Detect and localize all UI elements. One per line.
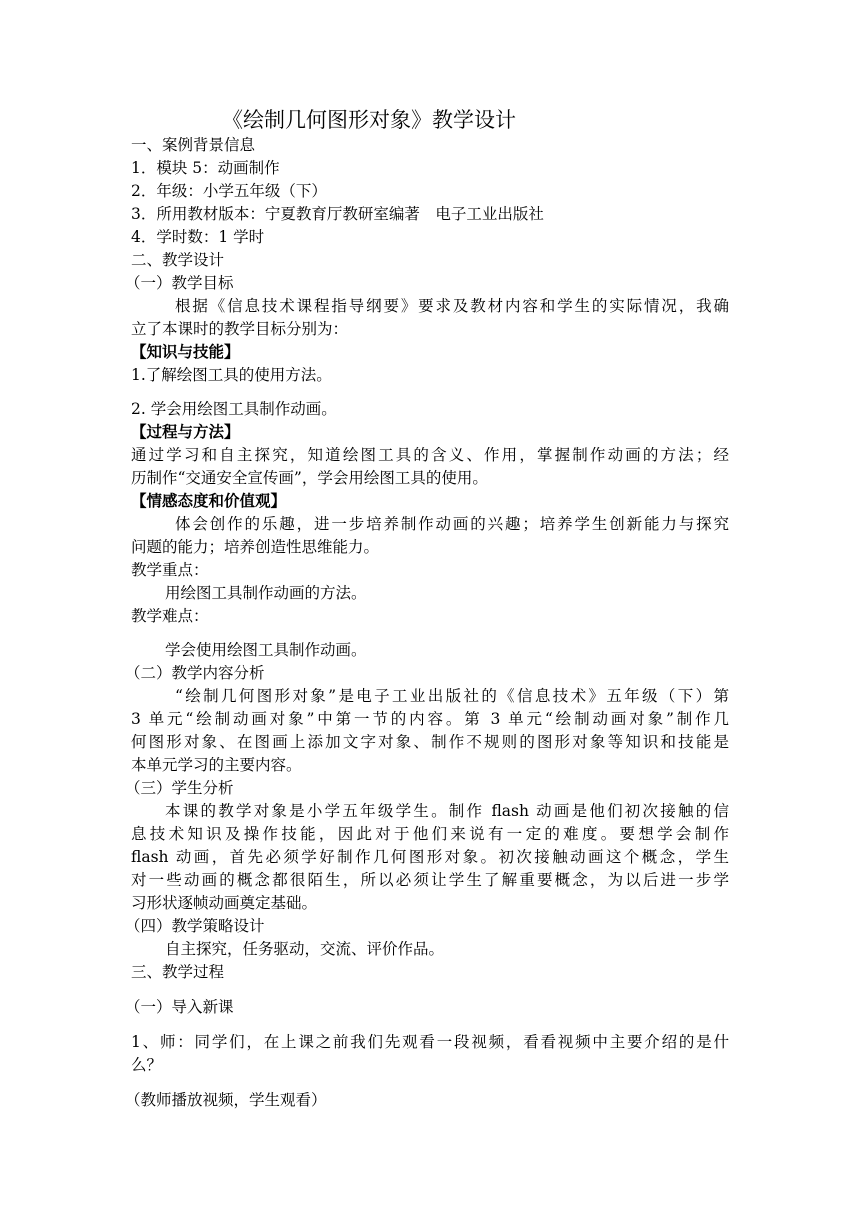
heading-emotion-values: 【情感态度和价值观】 <box>131 491 287 510</box>
subsection-introduction: （一）导入新课 <box>125 998 234 1016</box>
section-heading-3: 三、教学过程 <box>131 963 225 981</box>
intro-line2: 么？ <box>131 1056 163 1074</box>
content-line2: 3 单元“绘制动画对象”中第一节的内容。第 3 单元“绘制动画对象”制作几 <box>131 710 729 728</box>
subsection-goals: （一）教学目标 <box>125 274 234 292</box>
subsection-strategy: （四）教学策略设计 <box>125 917 265 935</box>
student-line3: flash 动画，首先必须学好制作几何图形对象。初次接触动画这个概念，学生 <box>131 848 729 866</box>
section-heading-1: 一、案例背景信息 <box>131 136 256 154</box>
content-line1: “绘制几何图形对象”是电子工业出版社的《信息技术》五年级（下）第 <box>175 687 729 705</box>
document-title: 《绘制几何图形对象》教学设计 <box>222 108 516 132</box>
heading-knowledge-skills: 【知识与技能】 <box>131 342 240 361</box>
goal-paragraph-line1: 根据《信息技术课程指导纲要》要求及教材内容和学生的实际情况，我确 <box>175 297 729 315</box>
content-line4: 本单元学习的主要内容。 <box>131 756 302 774</box>
info-module: 1．模块 5：动画制作 <box>131 159 280 177</box>
student-line2: 息技术知识及操作技能，因此对于他们来说有一定的难度。要想学会制作 <box>131 825 729 843</box>
teaching-focus-label: 教学重点： <box>131 561 209 579</box>
intro-note: （教师播放视频，学生观看） <box>125 1091 327 1109</box>
student-line4: 对一些动画的概念都很陌生，所以必须让学生了解重要概念，为以后进一步学 <box>131 871 729 889</box>
content-line3: 何图形对象、在图画上添加文字对象、制作不规则的图形对象等知识和技能是 <box>131 733 729 751</box>
info-hours: 4．学时数：1 学时 <box>131 228 265 246</box>
strategy-text: 自主探究，任务驱动，交流、评价作品。 <box>165 940 445 958</box>
section-heading-2: 二、教学设计 <box>131 251 225 269</box>
info-grade: 2．年级：小学五年级（下） <box>131 182 327 200</box>
subsection-content-analysis: （二）教学内容分析 <box>125 664 265 682</box>
emotion-line1: 体会创作的乐趣，进一步培养制作动画的兴趣；培养学生创新能力与探究 <box>175 515 729 533</box>
subsection-student-analysis: （三）学生分析 <box>125 779 234 797</box>
teaching-difficulty-label: 教学难点： <box>131 607 209 625</box>
intro-line1: 1、师：同学们，在上课之前我们先观看一段视频，看看视频中主要介绍的是什 <box>131 1033 729 1051</box>
student-line1: 本课的教学对象是小学五年级学生。制作 flash 动画是他们初次接触的信 <box>165 802 729 820</box>
process-line1: 通过学习和自主探究，知道绘图工具的含义、作用，掌握制作动画的方法；经 <box>131 446 729 464</box>
teaching-focus-text: 用绘图工具制作动画的方法。 <box>165 584 367 602</box>
heading-process-methods: 【过程与方法】 <box>131 422 240 441</box>
info-textbook: 3．所用教材版本：宁夏教育厅教研室编著 电子工业出版社 <box>131 205 544 223</box>
goal-paragraph-line2: 立了本课时的教学目标分别为： <box>131 320 349 338</box>
knowledge-item-2: 2. 学会用绘图工具制作动画。 <box>131 400 337 418</box>
student-line5: 习形状逐帧动画奠定基础。 <box>131 894 318 912</box>
emotion-line2: 问题的能力；培养创造性思维能力。 <box>131 538 380 556</box>
knowledge-item-1: 1.了解绘图工具的使用方法。 <box>131 366 332 384</box>
teaching-difficulty-text: 学会使用绘图工具制作动画。 <box>165 641 367 659</box>
process-line2: 历制作“交通安全宣传画”，学会用绘图工具的使用。 <box>131 469 488 487</box>
